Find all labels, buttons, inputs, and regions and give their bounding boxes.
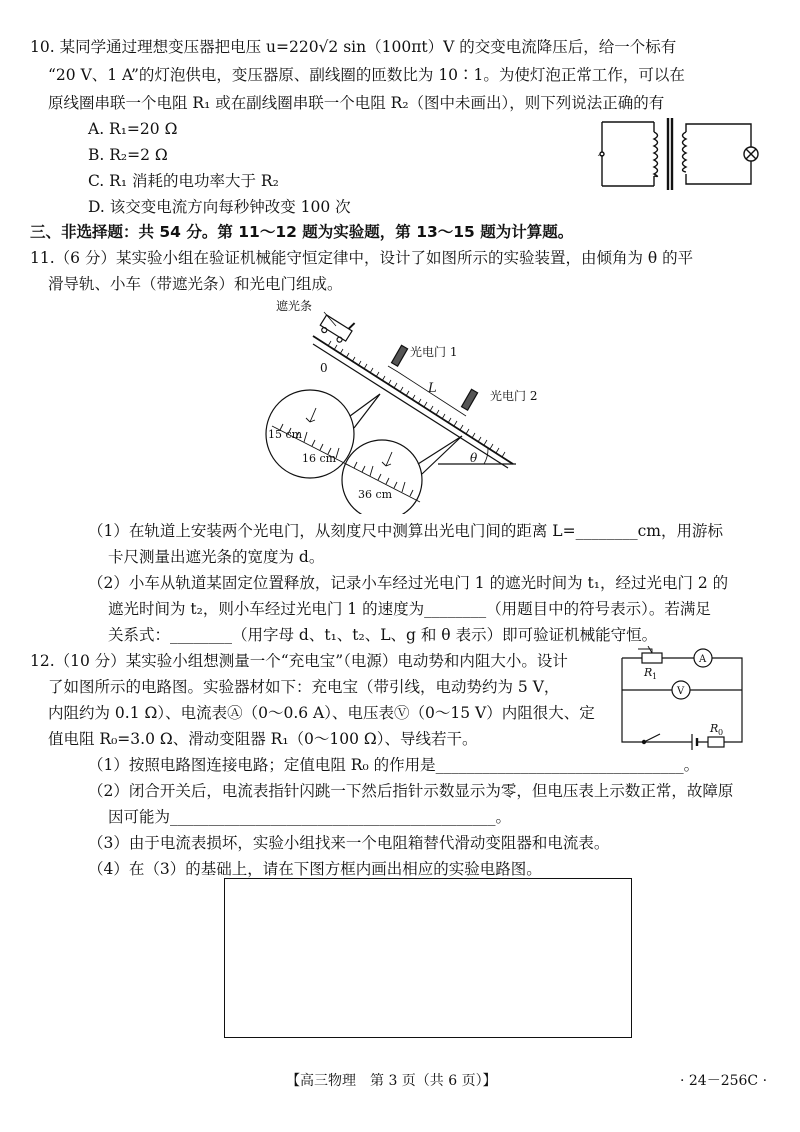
section-3-heading: 三、非选择题：共 54 分。第 11～12 题为实验题，第 13～15 题为计算题。 <box>30 223 574 241</box>
q12-part2-line2: 因可能为__________________________________________。 <box>108 808 512 826</box>
page-footer: 【高三物理 第 3 页（共 6 页）】 <box>286 1073 497 1089</box>
q12-line1: 12.（10 分）某实验小组想测量一个“充电宝”（电源）电动势和内阻大小。设计 <box>30 652 568 670</box>
gate-2-label: 光电门 2 <box>490 389 538 403</box>
q10-line2: “20 V、1 A”的灯泡供电，变压器原、副线圈的匝数比为 10∶1。为使灯泡正常工作，可以在 <box>48 66 685 84</box>
gate-1-label: 光电门 1 <box>410 345 458 359</box>
zero-mark-label: 0 <box>320 361 328 375</box>
q11-part1-line2: 卡尺测量出遮光条的宽度为 d。 <box>108 548 325 566</box>
circuit-r1-subscript: 1 <box>652 672 658 681</box>
q10-option-a: A. R₁=20 Ω <box>88 120 178 138</box>
q11-line2: 滑导轨、小车（带遮光条）和光电门组成。 <box>48 275 343 293</box>
q10-option-b: B. R₂=2 Ω <box>88 146 168 164</box>
q10-line3: 原线圈串联一个电阻 R₁ 或在副线圈串联一个电阻 R₂（图中未画出），则下列说法正确的有 <box>48 94 665 112</box>
reading-16cm: 16 cm <box>302 452 337 465</box>
incline-apparatus-figure <box>258 296 548 514</box>
svg-text:~: ~ <box>597 151 605 161</box>
ammeter-symbol: A <box>699 654 707 665</box>
q12-line3: 内阻约为 0.1 Ω）、电流表Ⓐ（0～0.6 A）、电压表Ⓥ（0～15 V）内阻很大、定 <box>48 704 595 722</box>
q11-part2-line2: 遮光时间为 t₂，则小车经过光电门 1 的速度为________（用题目中的符号表示）。若满足 <box>108 600 711 618</box>
answer-drawing-box[interactable] <box>224 878 632 1038</box>
transformer-diagram <box>596 114 762 194</box>
q12-part1: （1）按照电路图连接电路；定值电阻 R₀ 的作用是________________________________。 <box>88 756 700 774</box>
circuit-diagram <box>614 646 754 750</box>
voltmeter-symbol: V <box>677 686 685 697</box>
q10-option-d: D. 该交变电流方向每秒钟改变 100 次 <box>88 198 351 216</box>
distance-l-label: L <box>428 381 437 396</box>
q10-line1: 10. 某同学通过理想变压器把电压 u=220√2 sin（100πt）V 的交变电流降压后，给一个标有 <box>30 38 677 56</box>
q11-part1-line1: （1）在轨道上安装两个光电门，从刻度尺中测算出光电门间的距离 L=________cm，用游标 <box>88 522 723 540</box>
reading-15cm: 15 cm <box>268 428 303 441</box>
q12-line2: 了如图所示的电路图。实验器材如下：充电宝（带引线，电动势约为 5 V， <box>48 678 560 696</box>
shade-strip-label: 遮光条 <box>276 299 313 313</box>
q12-line4: 值电阻 R₀=3.0 Ω、滑动变阻器 R₁（0～100 Ω）、导线若干。 <box>48 730 478 748</box>
theta-label: θ <box>470 451 478 465</box>
q11-line1: 11.（6 分）某实验小组在验证机械能守恒定律中，设计了如图所示的实验装置，由倾角为 θ 的平 <box>30 249 694 267</box>
q11-part2-line1: （2）小车从轨道某固定位置释放，记录小车经过光电门 1 的遮光时间为 t₁，经过光电门 2 的 <box>88 574 729 592</box>
q12-part2-line1: （2）闭合开关后，电流表指针闪跳一下然后指针示数显示为零，但电压表上示数正常，故障原 <box>88 782 734 800</box>
q11-part2-line3: 关系式：________（用字母 d、t₁、t₂、L、g 和 θ 表示）即可验证机械能守恒。 <box>108 626 658 644</box>
exam-code: · 24－256C · <box>680 1073 768 1089</box>
reading-36cm: 36 cm <box>358 488 393 501</box>
circuit-r0-label: R <box>710 722 719 735</box>
circuit-r0-subscript: 0 <box>718 728 724 737</box>
circuit-r1-label: R <box>644 666 653 679</box>
q12-part4: （4）在（3）的基础上，请在下图方框内画出相应的实验电路图。 <box>88 860 542 878</box>
q10-option-c: C. R₁ 消耗的电功率大于 R₂ <box>88 172 279 190</box>
q12-part3: （3）由于电流表损坏，实验小组找来一个电阻箱替代滑动变阻器和电流表。 <box>88 834 610 852</box>
